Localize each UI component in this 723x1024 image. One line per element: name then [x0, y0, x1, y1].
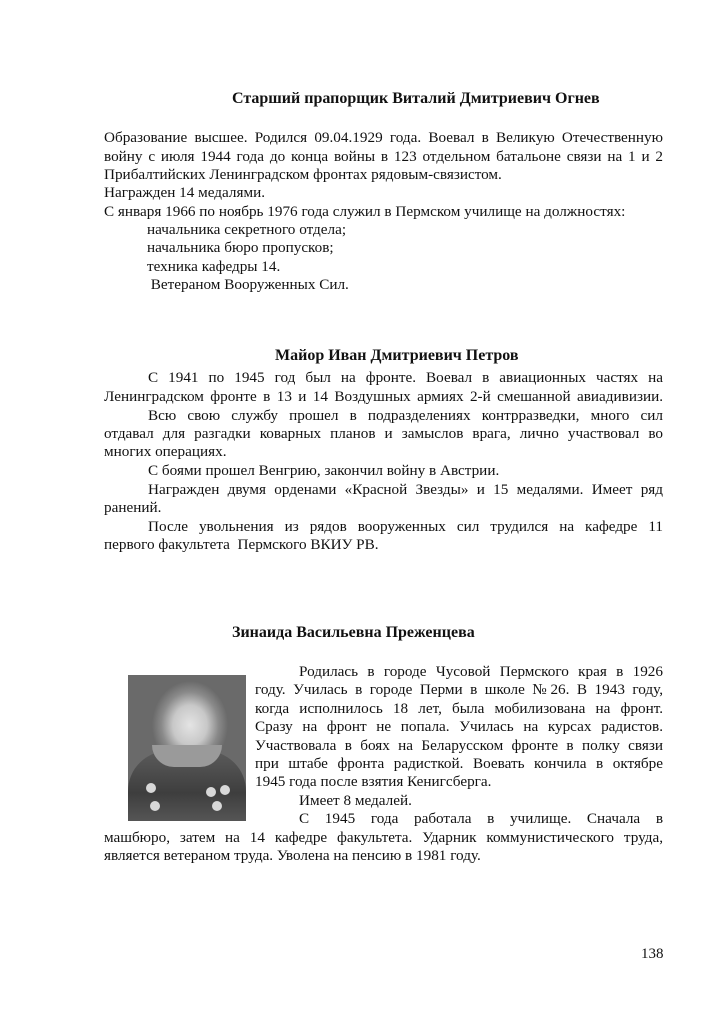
text-line: Всю свою службу прошел в подразделениях контрразведки, много сил	[148, 407, 663, 424]
list-item: начальника секретного отдела;	[147, 221, 347, 238]
list-item: техника кафедры 14.	[147, 258, 281, 275]
text-line: Образование высшее. Родился 09.04.1929 года. Воевал в Великую Отечественную	[104, 129, 663, 146]
medal-icon	[220, 785, 230, 795]
text-line: Родилась в городе Чусовой Пермского края в 1926	[299, 663, 663, 680]
text-line: отдавал для разгадки коварных планов и замыслов врага, лично участвовал во	[104, 425, 663, 442]
text-line: войну с июля 1944 года до конца войны в 123 отдельном батальоне связи на 1 и 2	[104, 148, 663, 165]
section-title-prezhentseva: Зинаида Васильевна Преженцева	[232, 624, 475, 641]
medal-icon	[150, 801, 160, 811]
section-title-ognev: Старший прапорщик Виталий Дмитриевич Огнев	[232, 90, 600, 107]
text-line: С 1945 года работала в училище. Сначала в	[299, 810, 663, 827]
text-line: Имеет 8 медалей.	[299, 792, 412, 809]
text-line: первого факультета Пермского ВКИУ РВ.	[104, 536, 379, 553]
list-item: начальника бюро пропусков;	[147, 239, 334, 256]
text-line: машбюро, затем на 14 кафедре факультета. Ударник коммунистического труда,	[104, 829, 663, 846]
text-line: С 1941 по 1945 год был на фронте. Воевал в авиационных частях на	[148, 369, 663, 386]
text-line: Награжден двумя орденами «Красной Звезды» и 15 медалями. Имеет ряд	[148, 481, 663, 498]
section-title-petrov: Майор Иван Дмитриевич Петров	[275, 347, 519, 364]
text-line: Сразу на фронт не попала. Училась на курсах радистов.	[255, 718, 663, 735]
text-line: После увольнения из рядов вооруженных сил трудился на кафедре 11	[148, 518, 663, 535]
text-line: многих операциях.	[104, 443, 227, 460]
text-line: ранений.	[104, 499, 162, 516]
text-line: когда исполнилось 18 лет, была мобилизована на фронт.	[255, 700, 663, 717]
medal-icon	[146, 783, 156, 793]
text-line: при штабе фронта радисткой. Воевать кончила в октябре	[255, 755, 663, 772]
portrait-photo	[128, 675, 246, 821]
medal-icon	[206, 787, 216, 797]
text-line: С января 1966 по ноябрь 1976 года служил в Пермском училище на должностях:	[104, 203, 626, 220]
text-line: 1945 года после взятия Кенигсберга.	[255, 773, 492, 790]
text-line: Ленинградском фронте в 13 и 14 Воздушных армиях 2-й смешанной авиадивизии.	[104, 388, 663, 405]
text-line: С боями прошел Венгрию, закончил войну в Австрии.	[148, 462, 500, 479]
text-line: Награжден 14 медалями.	[104, 184, 265, 201]
text-line: Участвовала в боях на Беларусском фронте в полку связи	[255, 737, 663, 754]
photo-collar-shape	[152, 745, 222, 767]
text-line: Ветераном Вооруженных Сил.	[147, 276, 349, 293]
text-line: является ветераном труда. Уволена на пенсию в 1981 году.	[104, 847, 481, 864]
text-line: Прибалтийских Ленинградском фронтах рядовым-связистом.	[104, 166, 502, 183]
medal-icon	[212, 801, 222, 811]
text-line: году. Училась в городе Перми в школе №26. В 1943 году,	[255, 681, 663, 698]
page-number: 138	[641, 946, 664, 962]
